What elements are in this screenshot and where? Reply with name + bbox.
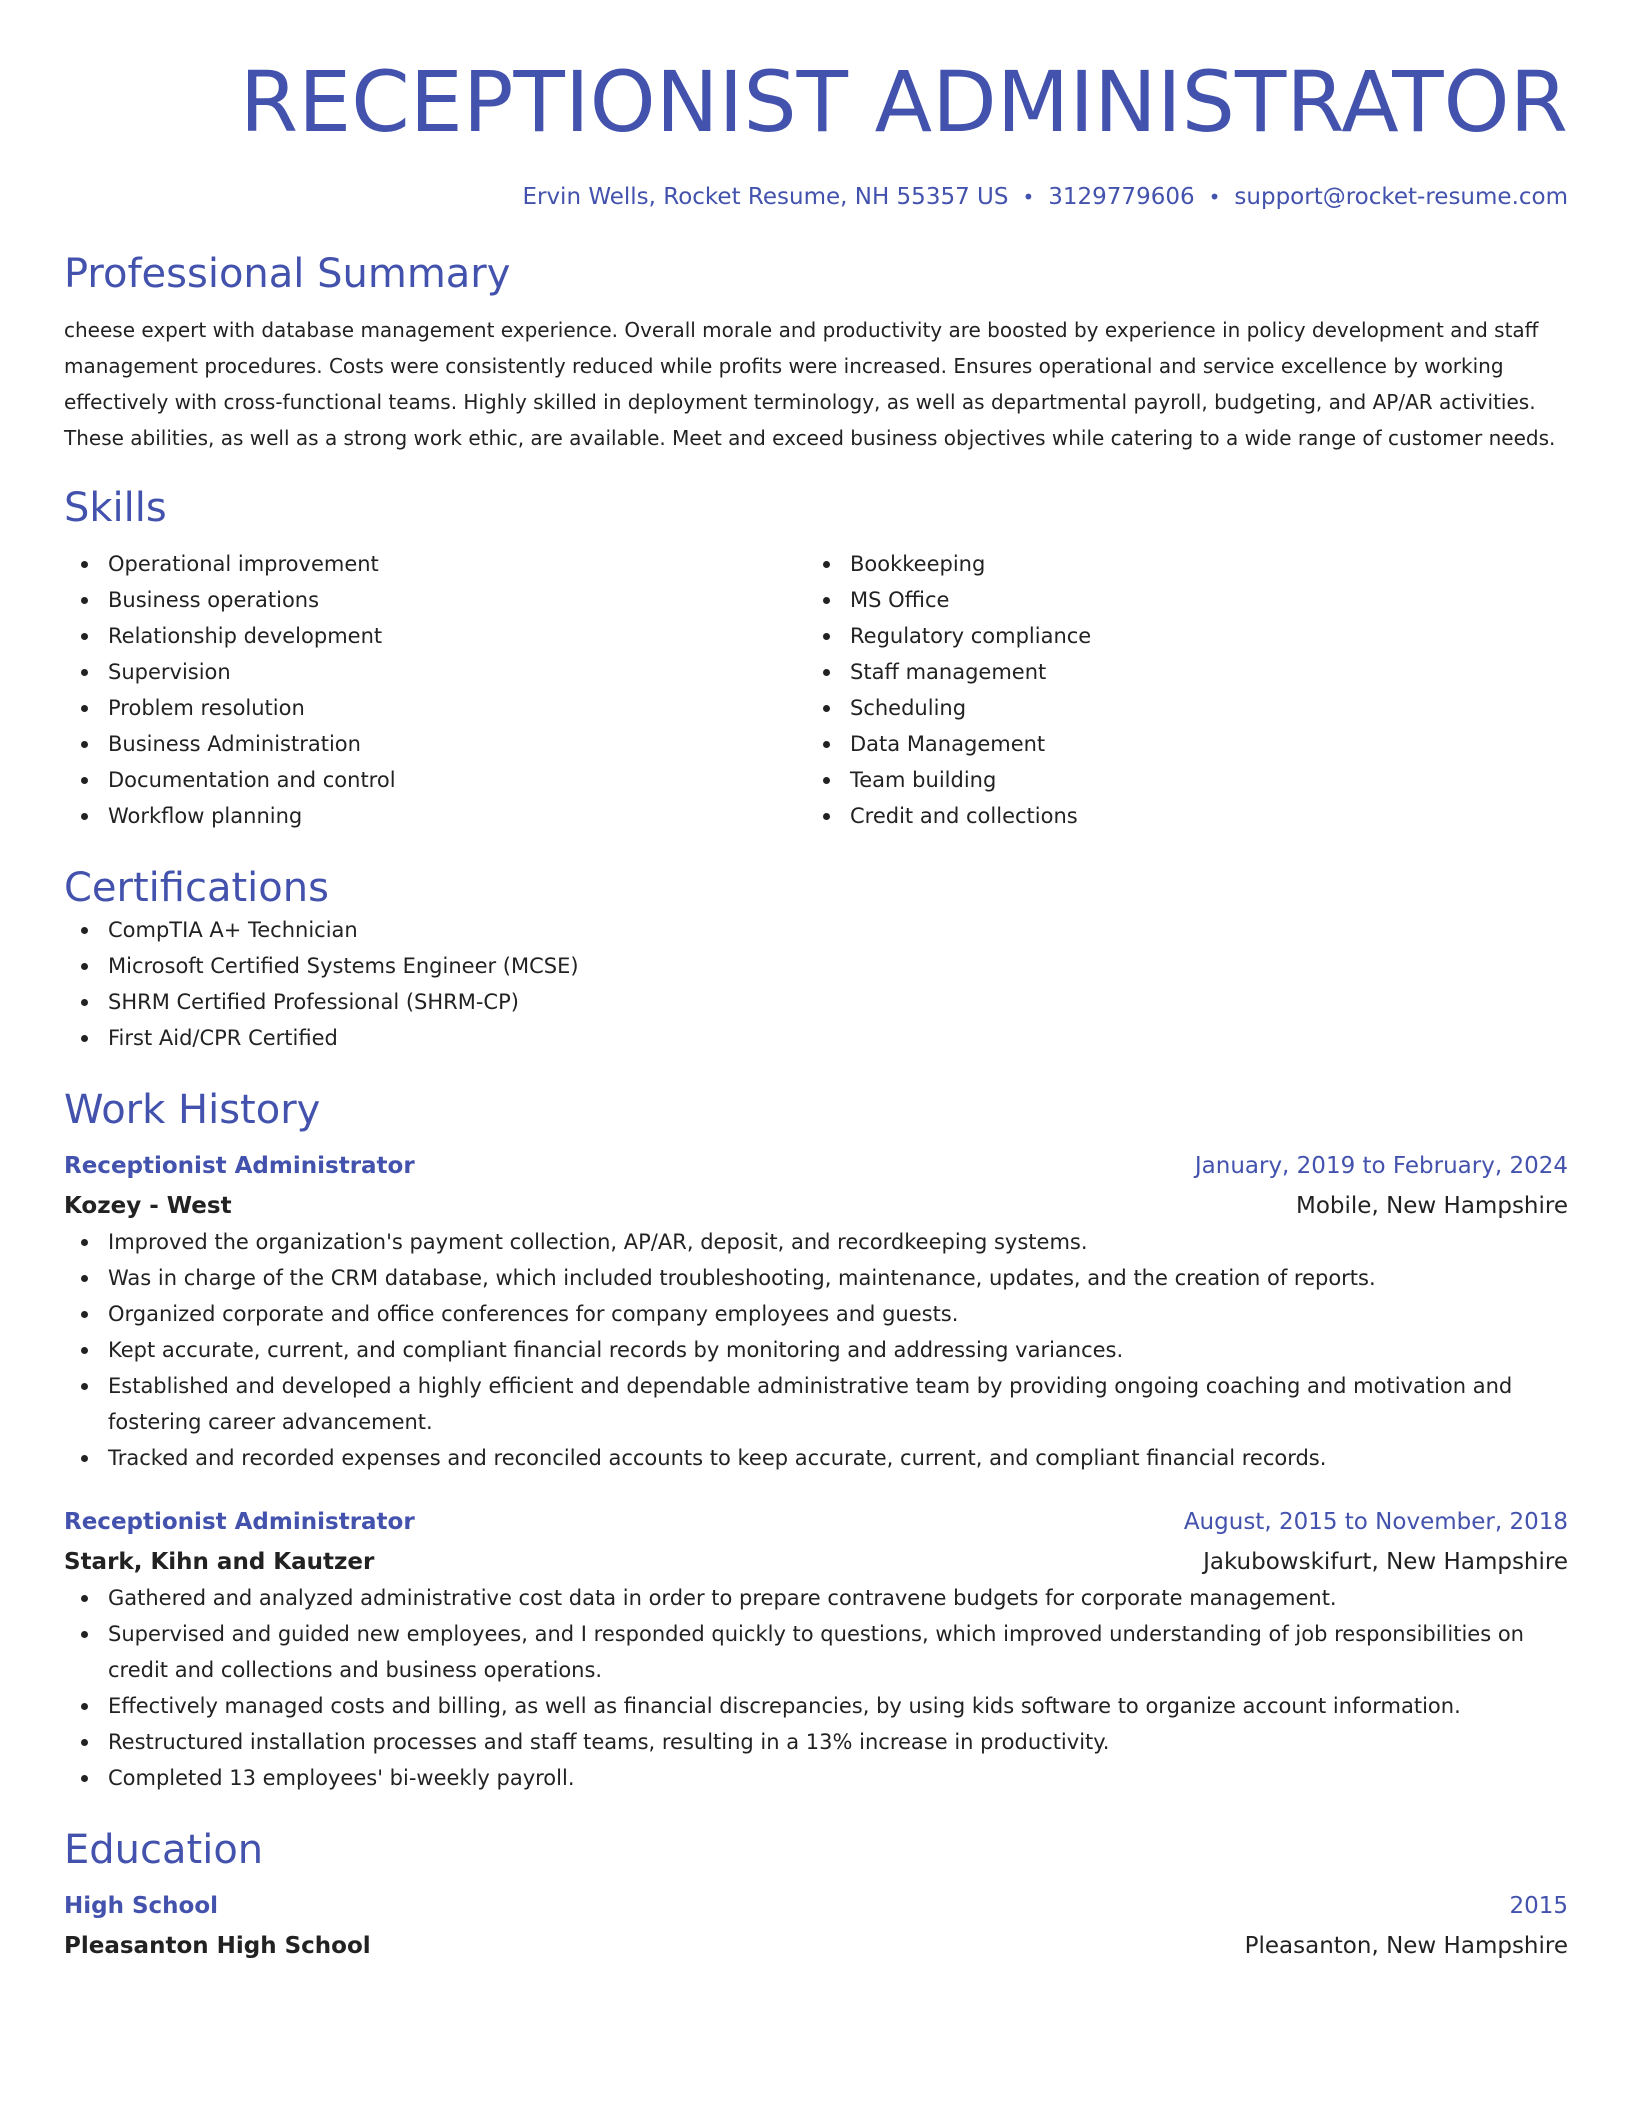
education-school: Pleasanton High School [64,1933,371,1959]
skill-item: Scheduling [806,690,1548,726]
skill-item: Supervision [64,654,806,690]
job-bullet-list [64,1580,1568,1796]
job-bullet: Was in charge of the CRM database, which included troubleshooting, maintenance, updates, and the creation of reports. [64,1260,1568,1296]
job-bullet: Restructured installation processes and staff teams, resulting in a 13% increase in productivity. [64,1724,1568,1760]
work-history-heading: Work History [64,1087,321,1133]
skills-left-column [64,546,806,834]
skill-item: MS Office [806,582,1548,618]
job-bullet: Gathered and analyzed administrative cost data in order to prepare contravene budgets for corporate management. [64,1580,1568,1616]
certification-item: First Aid/CPR Certified [64,1020,1568,1056]
skill-item: Problem resolution [64,690,806,726]
job-bullet: Kept accurate, current, and compliant financial records by monitoring and addressing variances. [64,1332,1568,1368]
certification-item: Microsoft Certified Systems Engineer (MCSE) [64,948,1568,984]
job-header [64,1504,1568,1540]
skill-item: Regulatory compliance [806,618,1548,654]
contact-line [64,182,1568,212]
certification-item: SHRM Certified Professional (SHRM-CP) [64,984,1568,1020]
skill-item: Documentation and control [64,762,806,798]
job-title: Receptionist Administrator [64,1153,415,1179]
education-entry [64,1888,1568,1964]
skill-item: Business Administration [64,726,806,762]
job-location: Mobile, New Hampshire [1296,1193,1568,1219]
education-location: Pleasanton, New Hampshire [1244,1933,1568,1959]
job-bullet: Established and developed a highly efficient and dependable administrative team by providing ongoing coaching and motivation and fostering career advancement. [64,1368,1568,1440]
skills-right-column [806,546,1548,834]
job-dates: January, 2019 to February, 2024 [1194,1153,1568,1179]
job-location: Jakubowskifurt, New Hampshire [1203,1549,1568,1575]
summary-text: cheese expert with database management experience. Overall morale and productivity are boosted by experience in policy development and staff management procedures. Costs were consistently reduced while profits were increased. Ensures operational and service excellence by working effectively with cross-functional teams. Highly skilled in deployment terminology, as well as departmental payroll, budgeting, and AP/AR activities. These abilities, as well as a strong work ethic, are available. Meet and exceed business objectives while catering to a wide range of customer needs. [64,318,1556,450]
skill-item: Staff management [806,654,1548,690]
contact-email: support@rocket-resume.com [1234,184,1568,210]
job-bullet: Effectively managed costs and billing, as well as financial discrepancies, by using kids software to organize account information. [64,1688,1568,1724]
certification-item: CompTIA A+ Technician [64,912,1568,948]
job-header [64,1148,1568,1184]
job-bullet: Completed 13 employees' bi-weekly payroll. [64,1760,1568,1796]
skill-item: Business operations [64,582,806,618]
certifications-list [64,912,1568,1056]
education-heading: Education [64,1827,264,1873]
bullet-separator: • [1208,185,1221,209]
job-bullet-list [64,1224,1568,1476]
job-bullet: Tracked and recorded expenses and reconciled accounts to keep accurate, current, and compliant financial records. [64,1440,1568,1476]
resume-name: RECEPTIONIST ADMINISTRATOR [239,53,1568,151]
skill-item: Team building [806,762,1548,798]
job-bullet: Organized corporate and office conferences for company employees and guests. [64,1296,1568,1332]
skill-item: Bookkeeping [806,546,1548,582]
education-degree: High School [64,1893,219,1919]
education-subheader [64,1928,1568,1964]
job-subheader [64,1188,1568,1224]
job-company: Stark, Kihn and Kautzer [64,1549,375,1575]
job-bullet: Improved the organization's payment collection, AP/AR, deposit, and recordkeeping systems. [64,1224,1568,1260]
job-subheader [64,1544,1568,1580]
skill-item: Relationship development [64,618,806,654]
skill-item: Operational improvement [64,546,806,582]
bullet-separator: • [1022,185,1035,209]
job-dates: August, 2015 to November, 2018 [1183,1509,1568,1535]
education-year: 2015 [1509,1893,1568,1919]
skills-heading: Skills [64,485,167,531]
skill-item: Credit and collections [806,798,1548,834]
skill-item: Workflow planning [64,798,806,834]
skill-item: Data Management [806,726,1548,762]
job-bullet: Supervised and guided new employees, and I responded quickly to questions, which improved understanding of job responsibilities on credit and collections and business operations. [64,1616,1568,1688]
job-entry [64,1504,1568,1796]
summary-heading: Professional Summary [64,251,511,297]
job-company: Kozey - West [64,1193,232,1219]
contact-address: Ervin Wells, Rocket Resume, NH 55357 US [522,184,1009,210]
job-title: Receptionist Administrator [64,1509,415,1535]
contact-phone: 3129779606 [1048,184,1195,210]
skills-grid [64,546,1568,834]
education-header [64,1888,1568,1924]
job-entry [64,1148,1568,1476]
certifications-heading: Certifications [64,865,329,911]
